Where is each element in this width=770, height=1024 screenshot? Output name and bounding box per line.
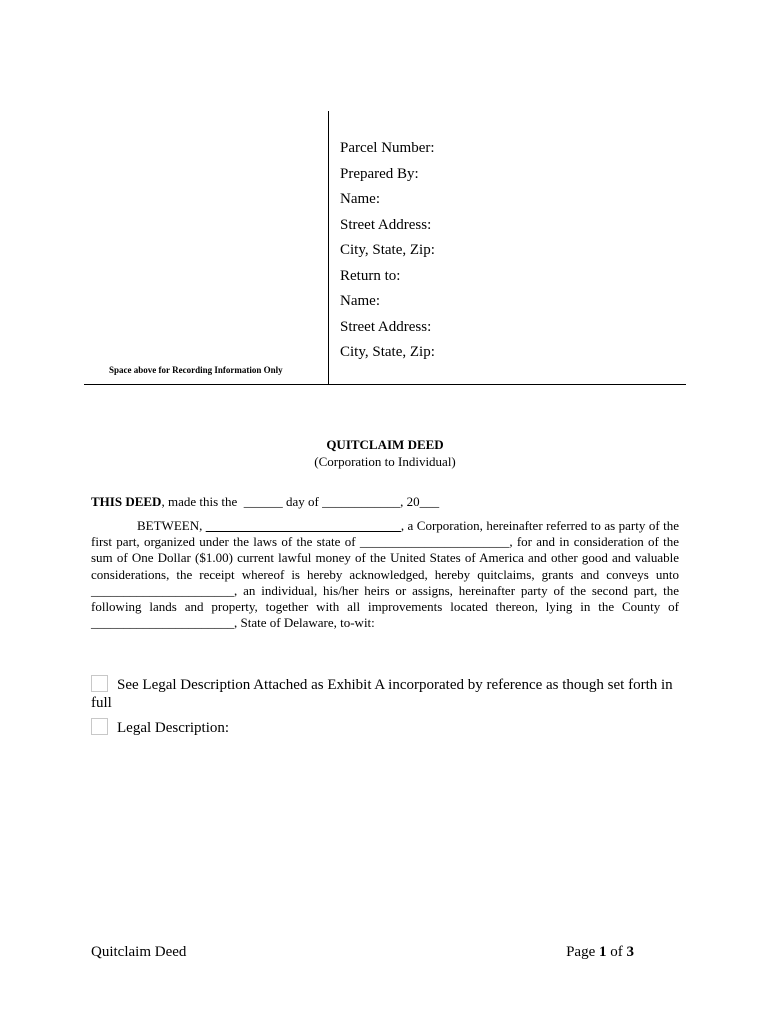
legal-description-option bbox=[91, 718, 686, 737]
legal-description-checkbox[interactable] bbox=[91, 718, 108, 735]
return-to-label: Return to: bbox=[340, 267, 401, 284]
page-total: 3 bbox=[626, 944, 634, 960]
header-horizontal-divider bbox=[84, 384, 686, 385]
prepared-by-street-label: Street Address: bbox=[340, 216, 432, 233]
prepared-by-label: Prepared By: bbox=[340, 165, 419, 182]
exhibit-a-option bbox=[91, 675, 686, 712]
deed-date-line bbox=[91, 494, 439, 510]
between-text: BETWEEN, bbox=[137, 518, 206, 533]
legal-description-label: Legal Description: bbox=[117, 720, 230, 736]
this-deed-label: THIS DEED bbox=[91, 494, 162, 509]
return-to-street-label: Street Address: bbox=[340, 318, 432, 335]
return-to-city-label: City, State, Zip: bbox=[340, 344, 435, 360]
prepared-by-name-label: Name: bbox=[340, 191, 380, 207]
document-subtitle: (Corporation to Individual) bbox=[314, 454, 456, 469]
corporation-name-blank: ______________________________ bbox=[205, 518, 401, 533]
return-to-name-label: Name: bbox=[340, 293, 380, 309]
footer-page-number bbox=[566, 943, 634, 961]
footer-document-name: Quitclaim Deed bbox=[91, 944, 187, 960]
recording-space-note: Space above for Recording Information Only bbox=[109, 365, 283, 375]
deed-date-text: , made this the ______ day of ____________, 20___ bbox=[161, 494, 440, 509]
document-title: QUITCLAIM DEED bbox=[326, 437, 444, 452]
exhibit-a-label: See Legal Description Attached as Exhibit A incorporated by reference as though set forth in full bbox=[91, 677, 673, 711]
page-current: 1 bbox=[599, 944, 607, 960]
parcel-number-label: Parcel Number: bbox=[340, 140, 435, 156]
header-vertical-divider bbox=[328, 111, 329, 385]
prepared-by-city-label: City, State, Zip: bbox=[340, 242, 435, 258]
deed-body-paragraph bbox=[91, 518, 679, 631]
conveyance-text: , a Corporation, hereinafter referred to as party of the first part, organized under the laws of the state of _______________________, for and in consideration of the sum of One Dollar ($1.00) current lawful money of the United States of America and other good and valuable considerations, the receipt whereof is hereby acknowledged, hereby quitclaims, grants and conveys unto ______________________, an individual, his/her heirs or assigns, hereinafter party of the second part, the following lands and property, together with all improvements located thereon, lying in the County of ______________________, State of Delaware, to-wit: bbox=[91, 518, 680, 631]
page-prefix: Page bbox=[566, 944, 599, 960]
page-of: of bbox=[606, 944, 627, 960]
recording-header-fields bbox=[340, 137, 435, 367]
exhibit-a-checkbox[interactable] bbox=[91, 675, 108, 692]
